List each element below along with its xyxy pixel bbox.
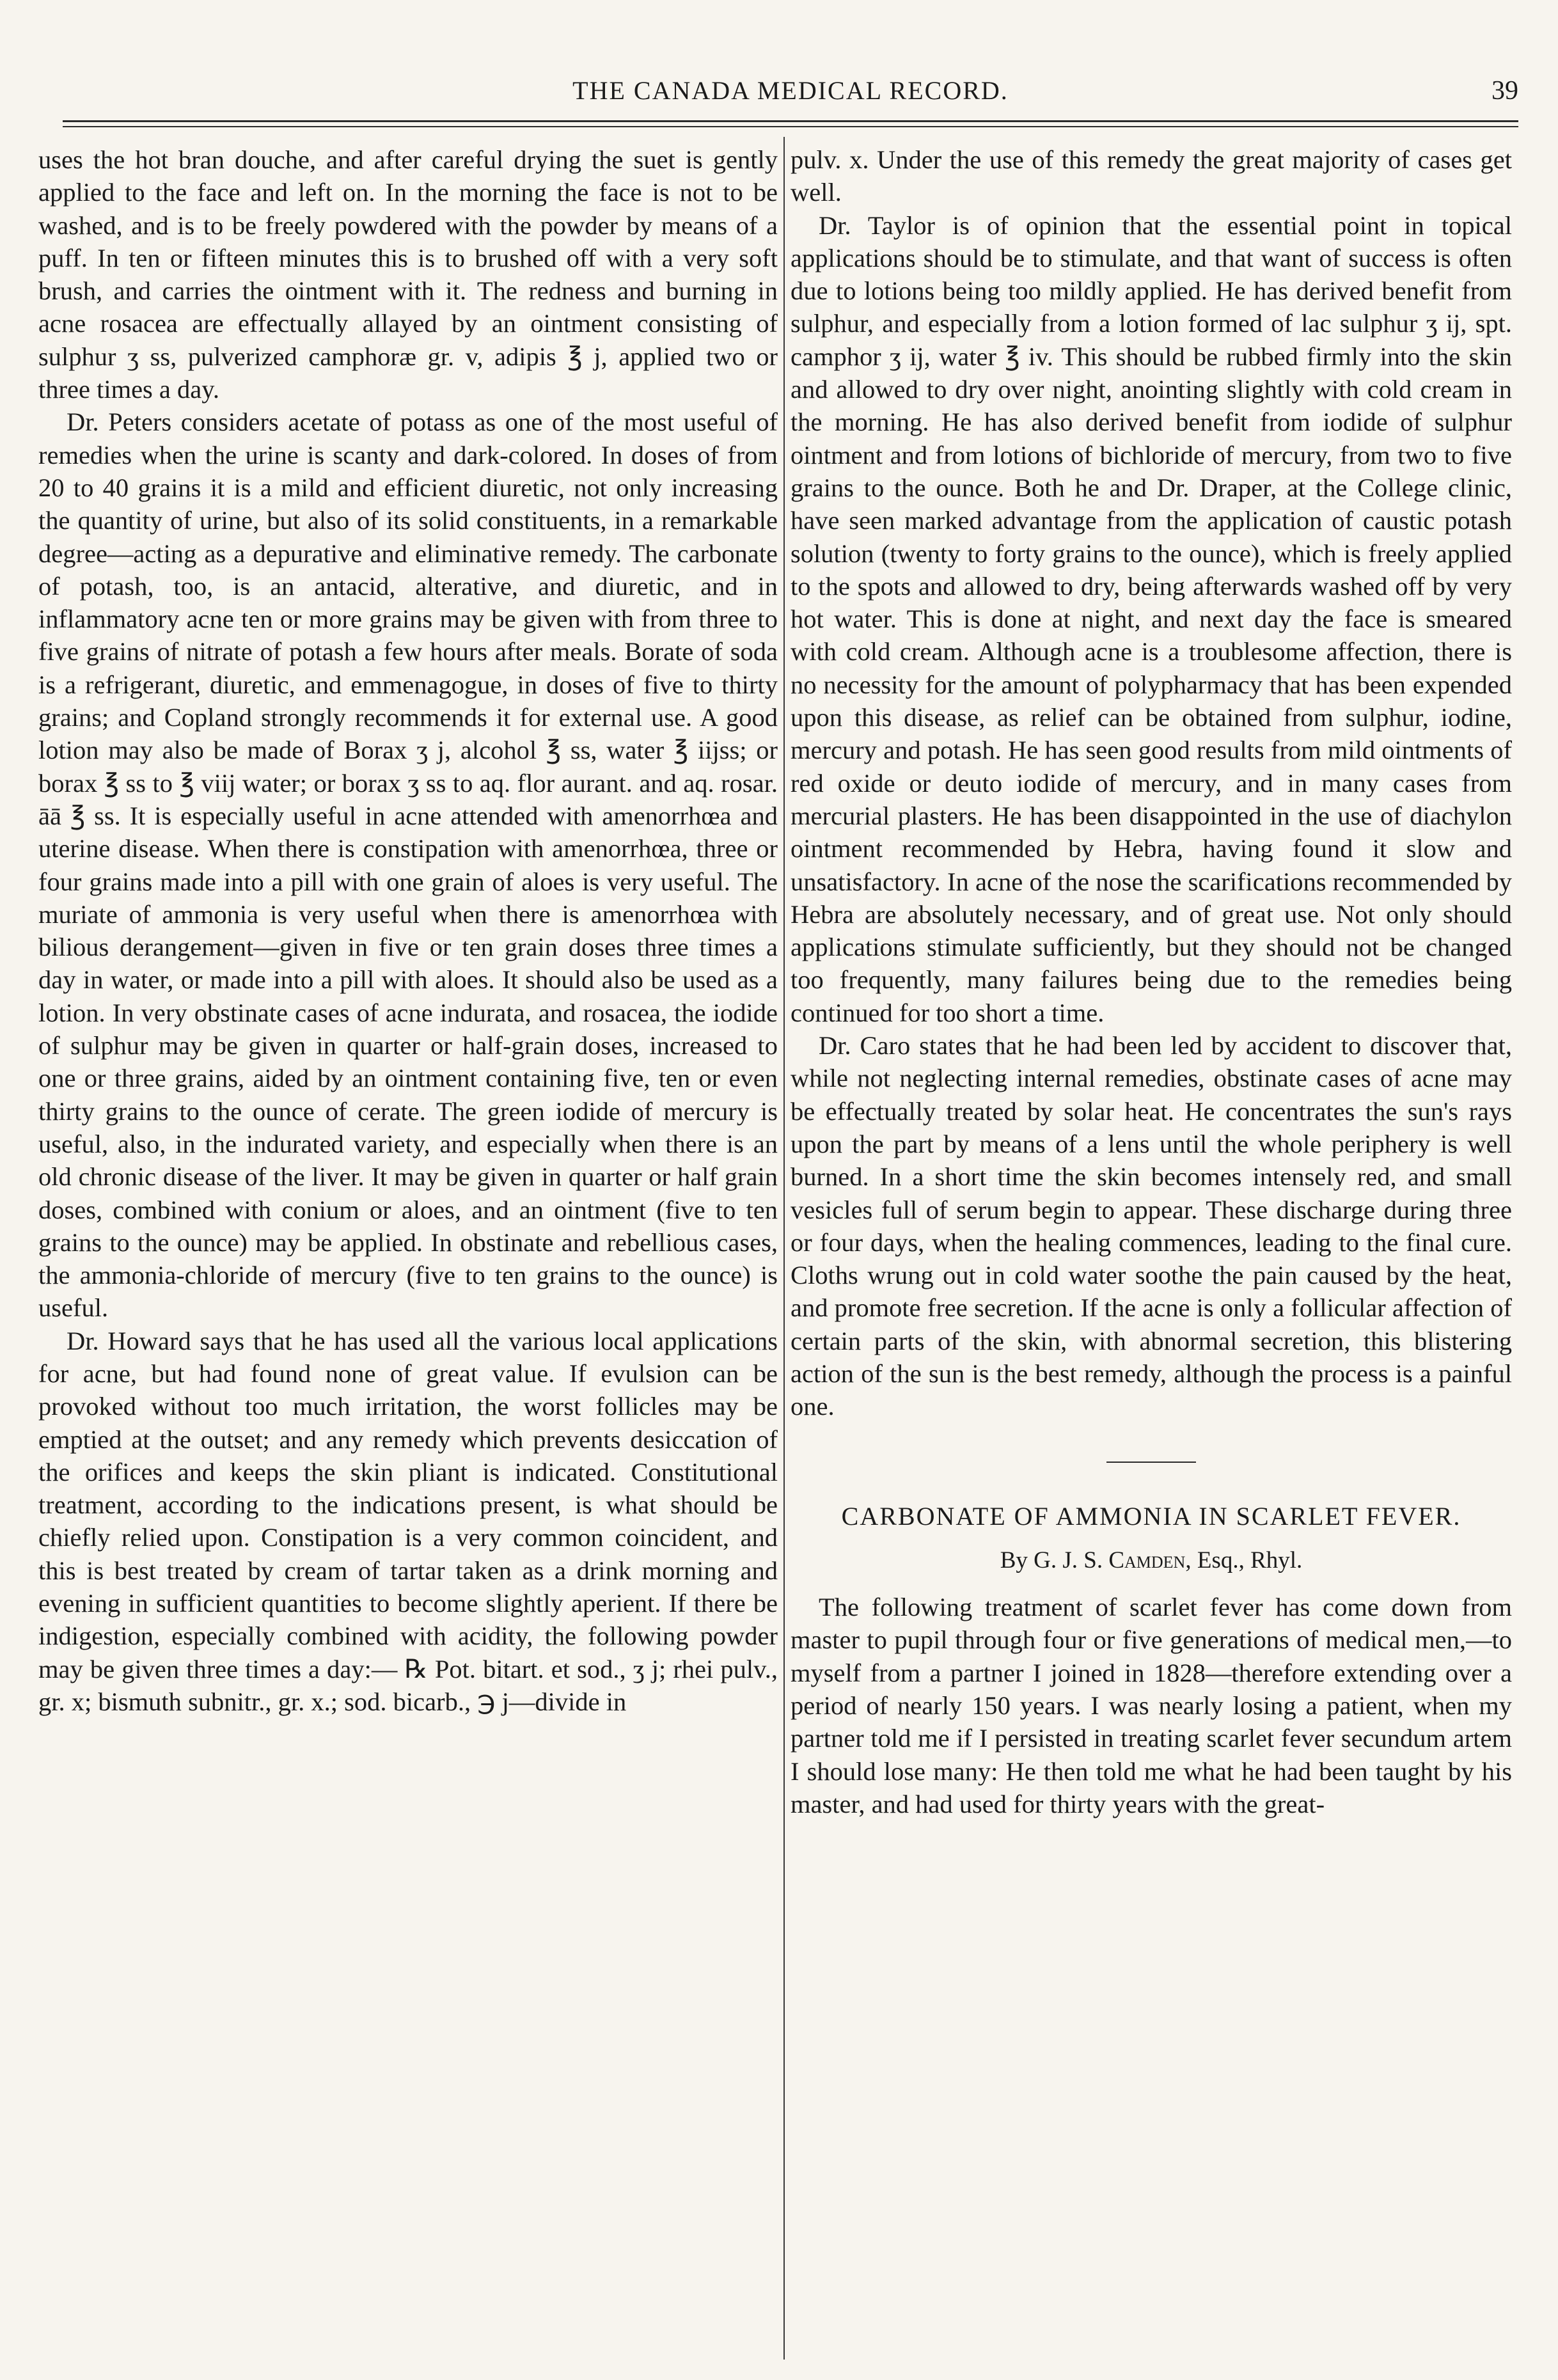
paragraph: Dr. Taylor is of opinion that the essential point in topical applications should be to stimulate, and that want of success is often due to lotions being too mildly applied. He has derived benefit from sulphur, and especially from a lotion formed of lac sulphur ʒ ij, spt. camphor ʒ ij, water ℥ iv. This should be rubbed firmly into the skin and allowed to dry over night, anointing slightly with cold cream in the morning. He has also derived benefit from iodide of sulphur ointment and from lotions of bichloride of mercury, from two to five grains to the ounce. Both he and Dr. Draper, at the College clinic, have seen marked advantage from the application of caustic potash solution (twenty to forty grains to the ounce), which is freely applied to the spots and allowed to dry, being afterwards washed off by very hot water. This is done at night, and next day the face is smeared with cold cream. Although acne is a troublesome affection, there is no necessity for the amount of polypharmacy that has been expended upon this disease, as relief can be obtained from sulphur, iodine, mercury and potash. He has seen good results from mild ointments of red oxide or deuto iodide of mercury, and in many cases from mercurial plasters. He has been disappointed in the use of diachylon ointment recommended by Hebra, having found it slow and unsatisfactory. In acne of the nose the scarifications recommended by Hebra are absolutely necessary, and of great use. Not only should applications stimulate sufficiently, but they should not be changed too frequently, many failures being due to the remedies being continued for too short a time. — [791, 210, 1512, 1027]
byline-prefix: By — [1000, 1547, 1028, 1573]
byline — [791, 1544, 1512, 1577]
section-separator — [1106, 1462, 1196, 1463]
paragraph: Dr. Caro states that he had been led by accident to discover that, while not neglecting internal remedies, obstinate cases of acne may be effectually treated by solar heat. He concentrates the sun's rays upon the part by means of a lens until the whole periphery is well burned. In a short time the skin becomes intensely red, and small vesicles full of serum begin to appear. These discharge during three or four days, when the healing commences, leading to the final cure. Cloths wrung out in cold water soothe the pain caused by the heat, and promote free secretion. If the acne is only a follicular affection of certain parts of the skin, with abnormal secretion, this blistering action of the sun is the best remedy, although the process is a painful one. — [791, 1031, 1512, 1421]
left-column — [38, 143, 778, 1718]
paragraph: Dr. Howard says that he has used all the various local applications for acne, but had found none of great value. If evulsion can be provoked without too much irritation, the worst follicles may be emptied at the outset; and any remedy which prevents desiccation of the orifices and keeps the skin pliant is indicated. Constitutional treatment, according to the indications present, is what should be chiefly relied upon. Constipation is a very common coincident, and this is best treated by cream of tartar taken as a drink morning and evening in sufficient quantities to become slightly aperient. If there be indigestion, especially combined with acidity, the following powder may be given three times a day:— ℞ Pot. bitart. et sod., ʒ j; rhei pulv., gr. x; bismuth subnitr., gr. x.; sod. bicarb., ℈ j—divide in — [38, 1326, 778, 1716]
right-column — [791, 143, 1512, 1820]
paragraph: uses the hot bran douche, and after careful drying the suet is gently applied to the face and left on. In the morning the face is not to be washed, and is to be freely powdered with the powder by means of a puff. In ten or fifteen minutes this is to brushed off with a very soft brush, and carries the ointment with it. The redness and burning in acne rosacea are effectually allayed by an ointment consisting of sulphur ʒ ss, pulverized camphoræ gr. v, adipis ℥ j, applied two or three times a day. — [38, 145, 778, 404]
article-title: CARBONATE OF AMMONIA IN SCARLET FEVER. — [841, 1501, 1461, 1531]
paragraph: pulv. x. Under the use of this remedy the great majority of cases get well. — [791, 145, 1512, 207]
byline-suffix: Esq., Rhyl. — [1197, 1547, 1303, 1573]
header-rule-secondary — [63, 126, 1518, 127]
running-title: THE CANADA MEDICAL RECORD. — [572, 76, 1009, 105]
column-divider — [783, 137, 785, 2360]
article-paragraph: The following treatment of scarlet fever has come down from master to pupil through four or five generations of medical men,—to myself from a partner I joined in 1828—therefore extending over a period of nearly 150 years. I was nearly losing a patient, when my partner told me if I persisted in treating scarlet fever secundum artem I should lose many: He then told me what he had been taught by his master, and had used for thirty years with the great- — [791, 1593, 1512, 1818]
paragraph: Dr. Peters considers acetate of potass as one of the most useful of remedies when the urine is scanty and dark-colored. In doses of from 20 to 40 grains it is a mild and efficient diuretic, not only increasing the quantity of urine, but also of its solid constituents, in a remarkable degree—acting as a depurative and eliminative remedy. The carbonate of potash, too, is an antacid, alterative, and diuretic, and in inflammatory acne ten or more grains may be given with from three to five grains of nitrate of potash a few hours after meals. Borate of soda is a refrigerant, diuretic, and emmenagogue, in doses of five to thirty grains; and Copland strongly recommends it for external use. A good lotion may also be made of Borax ʒ j, alcohol ℥ ss, water ℥ iijss; or borax ℥ ss to ℥ viij water; or borax ʒ ss to aq. flor aurant. and aq. rosar. āā ℥ ss. It is especially useful in acne attended with amenorrhœa and uterine disease. When there is constipation with amenorrhœa, three or four grains made into a pill with one grain of aloes is very useful. The muriate of ammonia is very useful when there is amenorrhœa with bilious derangement—given in five or ten grain doses three times a day in water, or made into a pill with aloes. It should also be used as a lotion. In very obstinate cases of acne indurata, and rosacea, the iodide of sulphur may be given in quarter or half-grain doses, increased to one or three grains, aided by an ointment containing five, ten or even thirty grains to the ounce of cerate. The green iodide of mercury is useful, also, in the indurated variety, and especially when there is an old chronic disease of the liver. It may be given in quarter or half grain doses, combined with conium or aloes, and an ointment (five to ten grains to the ounce) may be applied. In obstinate and rebellious cases, the ammonia-chloride of mercury (five to ten grains to the ounce) is useful. — [38, 407, 778, 1323]
author-name: G. J. S. Camden, — [1034, 1547, 1192, 1573]
header-rule — [63, 120, 1518, 122]
page-header — [63, 75, 1518, 115]
page-number: 39 — [1491, 76, 1518, 106]
